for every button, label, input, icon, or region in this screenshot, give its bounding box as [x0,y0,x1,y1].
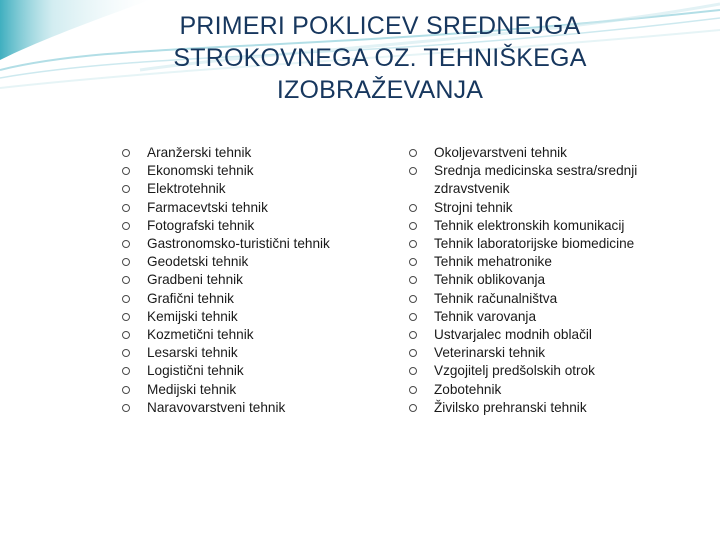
bullet-icon [409,331,417,339]
list-item-label: Ustvarjalec modnih oblačil [434,327,592,343]
list-item [409,381,674,399]
list-item-label: Naravovarstveni tehnik [147,399,286,415]
profession-list-right [409,144,674,417]
list-item [409,344,674,362]
bullet-icon [122,349,130,357]
list-item [122,217,382,235]
list-item [409,308,674,326]
list-item [122,180,382,198]
list-item [122,399,382,417]
bullet-icon [409,240,417,248]
list-item-label: Fotografski tehnik [147,217,255,233]
list-item-label: Srednja medicinska sestra/srednji zdravstvenik [434,163,638,197]
list-item [409,253,674,271]
bullet-icon [122,404,130,412]
bullet-icon [122,185,130,193]
list-item-label: Kemijski tehnik [147,308,238,324]
list-item-label: Tehnik laboratorijske biomedicine [434,236,635,252]
list-item [409,235,674,253]
list-item [409,217,674,235]
title-line-2: STROKOVNEGA OZ. TEHNIŠKEGA [173,44,587,72]
bullet-icon [409,313,417,321]
bullet-icon [409,404,417,412]
list-item-label: Aranžerski tehnik [147,145,252,160]
bullet-icon [122,295,130,303]
list-item [409,290,674,308]
bullet-icon [122,204,130,212]
profession-list-left [122,144,382,417]
list-item [122,253,382,271]
list-item-label: Tehnik oblikovanja [434,272,546,288]
bullet-icon [409,258,417,266]
list-item-label: Lesarski tehnik [147,345,238,361]
title-line-1: PRIMERI POKLICEV SREDNEJGA [179,12,581,40]
list-item [122,271,382,289]
list-item [409,199,674,217]
list-item-label: Tehnik elektronskih komunikacij [434,217,625,233]
list-item [409,326,674,344]
bullet-icon [122,258,130,266]
bullet-icon [122,222,130,230]
bullet-icon [409,295,417,303]
bullet-icon [122,367,130,375]
list-item [122,199,382,217]
bullet-icon [409,222,417,230]
list-item [122,344,382,362]
list-item-label: Veterinarski tehnik [434,345,546,361]
list-item-label: Gradbeni tehnik [147,272,243,288]
list-item-label: Živilsko prehranski tehnik [434,399,587,415]
list-item [122,362,382,380]
bullet-icon [409,149,417,157]
list-item [409,399,674,417]
list-item-label: Medijski tehnik [147,381,237,397]
list-item-label: Tehnik mehatronike [434,254,552,270]
list-item [122,144,382,162]
list-item-label: Tehnik varovanja [434,308,537,324]
bullet-icon [409,349,417,357]
title-line-3: IZOBRAŽEVANJA [276,76,484,104]
list-item-label: Tehnik računalništva [434,290,558,306]
bullet-icon [122,149,130,157]
slide-title [120,10,640,106]
list-item-label: Geodetski tehnik [147,254,249,270]
bullet-icon [122,313,130,321]
list-item-label: Zobotehnik [434,381,502,397]
list-item [122,235,382,253]
list-item-label: Logistični tehnik [147,363,244,379]
bullet-icon [409,167,417,175]
list-item [409,271,674,289]
bullet-icon [122,276,130,284]
list-item-label: Gastronomsko-turistični tehnik [147,236,330,252]
list-item [122,381,382,399]
bullet-icon [122,167,130,175]
bullet-icon [409,386,417,394]
bullet-icon [122,386,130,394]
list-item-label: Elektrotehnik [147,181,226,197]
list-item [409,144,674,162]
list-item [122,326,382,344]
list-item-label: Farmacevtski tehnik [147,199,268,215]
list-item [409,162,674,198]
list-item-label: Ekonomski tehnik [147,163,254,179]
list-item [122,308,382,326]
list-item [122,162,382,180]
bullet-icon [409,367,417,375]
bullet-icon [409,204,417,212]
bullet-icon [409,276,417,284]
list-item-label: Okoljevarstveni tehnik [434,145,567,160]
list-item-label: Kozmetični tehnik [147,327,254,343]
bullet-icon [122,240,130,248]
list-item [122,290,382,308]
list-item-label: Strojni tehnik [434,199,513,215]
list-item [409,362,674,380]
list-item-label: Vzgojitelj predšolskih otrok [434,363,595,379]
list-item-label: Grafični tehnik [147,290,234,306]
bullet-icon [122,331,130,339]
